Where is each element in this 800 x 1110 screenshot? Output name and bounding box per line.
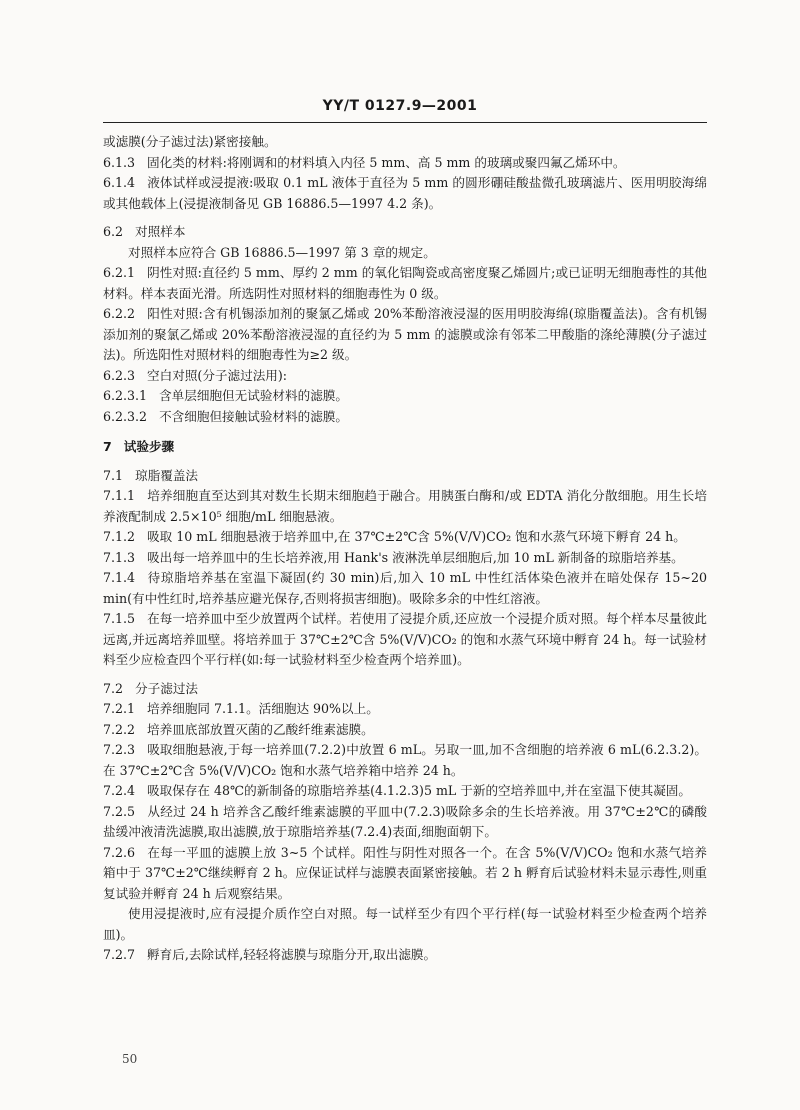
clause-text: 对照样本应符合 GB 16886.5—1997 第 3 章的规定。: [128, 244, 436, 260]
clause-text: 待琼脂培养基在室温下凝固(约 30 min)后,加入 10 mL 中性红活体染色液并在暗处保存 15~20 min(有中性红时,培养基应避光保存,否则将损害细胞)。吸除多余的中性红溶液。: [103, 570, 707, 606]
clause-number: 6.2.2: [103, 306, 136, 321]
clause-number: 7: [103, 439, 112, 454]
clause-text: 吸取保存在 48℃的新制备的琼脂培养基(4.1.2.3)5 mL 于新的空培养皿中,并在室温下使其凝固。: [147, 783, 691, 798]
clause-number: 7.1.3: [103, 549, 136, 565]
clause-text: 吸取 10 mL 细胞悬液于培养皿中,在 37℃±2℃含 5%(V/V)CO₂ 饱和水蒸气环境下孵育 24 h。: [147, 529, 686, 544]
clause-text: 阴性对照:直径约 5 mm、厚约 2 mm 的氧化铝陶瓷或高密度聚乙烯圆片;或已证明无细胞毒性的其他材料。样本表面光滑。所选阴性对照材料的细胞毒性为 0 级。: [103, 265, 707, 301]
clause-number: 7.1: [103, 467, 124, 483]
paragraph: [103, 466, 707, 487]
paragraph: [103, 679, 707, 700]
clause-text: 从经过 24 h 培养含乙酸纤维素滤膜的平皿中(7.2.3)吸除多余的生长培养液。用 37℃±2℃的磷酸盐缓冲液清洗滤膜,取出滤膜,放于琼脂培养基(7.2.4)表面,细胞面朝下。: [103, 803, 707, 839]
clause-text: 固化类的材料:将刚调和的材料填入内径 5 mm、高 5 mm 的玻璃或聚四氟乙烯环中。: [147, 154, 626, 170]
section-title: [103, 437, 707, 458]
clause-text: 对照样本: [135, 224, 186, 239]
document-body: [103, 132, 707, 966]
page-number: 50: [122, 1052, 138, 1066]
standard-number-header: YY/T 0127.9—2001: [322, 98, 478, 114]
paragraph: [103, 802, 707, 843]
clause-text: 吸取细胞悬液,于每一培养皿(7.2.2)中放置 6 mL。另取一皿,加不含细胞的培养液 6 mL(6.2.3.2)。在 37℃±2℃含 5%(V/V)CO₂ 饱和水蒸气培养箱中培养 24 h。: [103, 742, 707, 778]
clause-number: 7.1.5: [103, 611, 136, 626]
paragraph: [103, 740, 707, 781]
paragraph: [103, 243, 707, 264]
clause-number: 7.2.1: [103, 701, 136, 716]
paragraph: [103, 568, 707, 609]
paragraph: [103, 609, 707, 671]
paragraph: [103, 945, 707, 966]
paragraph: [103, 153, 707, 174]
clause-number: 6.1.3: [103, 154, 136, 170]
clause-number: 7.2.2: [103, 721, 136, 737]
paragraph: [103, 699, 707, 720]
clause-number: 6.2.3: [103, 367, 136, 383]
clause-number: 6.1.4: [103, 175, 136, 190]
clause-number: 6.2.3.1: [103, 388, 148, 403]
clause-text: 试验步骤: [123, 439, 175, 454]
clause-number: 7.2.5: [103, 803, 136, 819]
clause-text: 分子滤过法: [135, 680, 198, 696]
clause-text: 培养皿底部放置灭菌的乙酸纤维素滤膜。: [147, 721, 374, 737]
clause-text: 空白对照(分子滤过法用):: [147, 367, 288, 383]
clause-number: 7.1.1: [103, 488, 136, 503]
clause-text: 阳性对照:含有机锡添加剂的聚氯乙烯或 20%苯酚溶液浸湿的医用明胶海绵(琼脂覆盖法)。含有机锡添加剂的聚氯乙烯或 20%苯酚溶液浸湿的直径约为 5 mm 的滤膜或涂有邻苯二甲酸脂的涤纶薄膜(分子滤过法)。所选阳性对照材料的细胞毒性为≥2 级。: [103, 306, 707, 362]
clause-text: 吸出每一培养皿中的生长培养液,用 Hank's 液淋洗单层细胞后,加 10 mL 新制备的琼脂培养基。: [147, 549, 684, 565]
clause-text: 在每一培养皿中至少放置两个试样。若使用了浸提介质,还应放一个浸提介质对照。每个样本尽量彼此远离,并远离培养皿壁。将培养皿于 37℃±2℃含 5%(V/V)CO₂ 的饱和水蒸气环境中孵育 24 h。每一试验材料至少应检查四个平行样(如:每一试验材料至少检查两个培养皿)。: [103, 611, 707, 667]
clause-text: 培养细胞同 7.1.1。活细胞达 90%以上。: [147, 701, 379, 716]
clause-text: 或滤膜(分子滤过法)紧密接触。: [103, 134, 277, 149]
paragraph: [103, 486, 707, 527]
clause-number: 7.2.4: [103, 783, 136, 798]
header-rule: [103, 122, 707, 123]
paragraph: [103, 720, 707, 741]
paragraph: [103, 263, 707, 304]
clause-number: 6.2.3.2: [103, 408, 148, 424]
paragraph: [103, 304, 707, 366]
clause-number: 7.2.7: [103, 947, 136, 962]
paragraph: [103, 548, 707, 569]
clause-text: 在每一平皿的滤膜上放 3~5 个试样。阳性与阴性对照各一个。在含 5%(V/V)CO₂ 饱和水蒸气培养箱中于 37℃±2℃继续孵育 2 h。应保证试样与滤膜表面紧密接触。若 2 h 孵育后试验材料未显示毒性,则重复试验并孵育 24 h 后观察结果。: [103, 844, 707, 901]
paragraph: [103, 386, 707, 407]
clause-text: 使用浸提液时,应有浸提介质作空白对照。每一试样至少有四个平行样(每一试验材料至少检查两个培养皿)。: [103, 906, 707, 942]
clause-number: 7.2: [103, 680, 124, 696]
clause-text: 孵育后,去除试样,轻轻将滤膜与琼脂分开,取出滤膜。: [147, 947, 437, 962]
clause-number: 6.2: [103, 224, 124, 239]
clause-number: 7.2.3: [103, 742, 136, 757]
paragraph: [103, 843, 707, 905]
paragraph: [103, 132, 707, 153]
clause-number: 7.2.6: [103, 844, 136, 860]
clause-text: 含单层细胞但无试验材料的滤膜。: [159, 388, 348, 403]
clause-number: 7.1.2: [103, 529, 136, 544]
clause-number: 7.1.4: [103, 570, 136, 585]
clause-text: 培养细胞直至达到其对数生长期末细胞趋于融合。用胰蛋白酶和/或 EDTA 消化分散细胞。用生长培养液配制成 2.5×10⁵ 细胞/mL 细胞悬液。: [103, 488, 707, 524]
clause-text: 琼脂覆盖法: [135, 467, 198, 483]
paragraph: [103, 222, 707, 243]
paragraph: [103, 904, 707, 945]
paragraph: [103, 366, 707, 387]
clause-text: 不含细胞但接触试验材料的滤膜。: [159, 408, 348, 424]
paragraph: [103, 407, 707, 428]
paragraph: [103, 781, 707, 802]
clause-text: 液体试样或浸提液:吸取 0.1 mL 液体于直径为 5 mm 的圆形硼硅酸盐微孔玻璃滤片、医用明胶海绵或其他载体上(浸提液制备见 GB 16886.5—1997 4.2 条)。: [103, 175, 707, 211]
paragraph: [103, 173, 707, 214]
clause-number: 6.2.1: [103, 265, 136, 280]
paragraph: [103, 527, 707, 548]
